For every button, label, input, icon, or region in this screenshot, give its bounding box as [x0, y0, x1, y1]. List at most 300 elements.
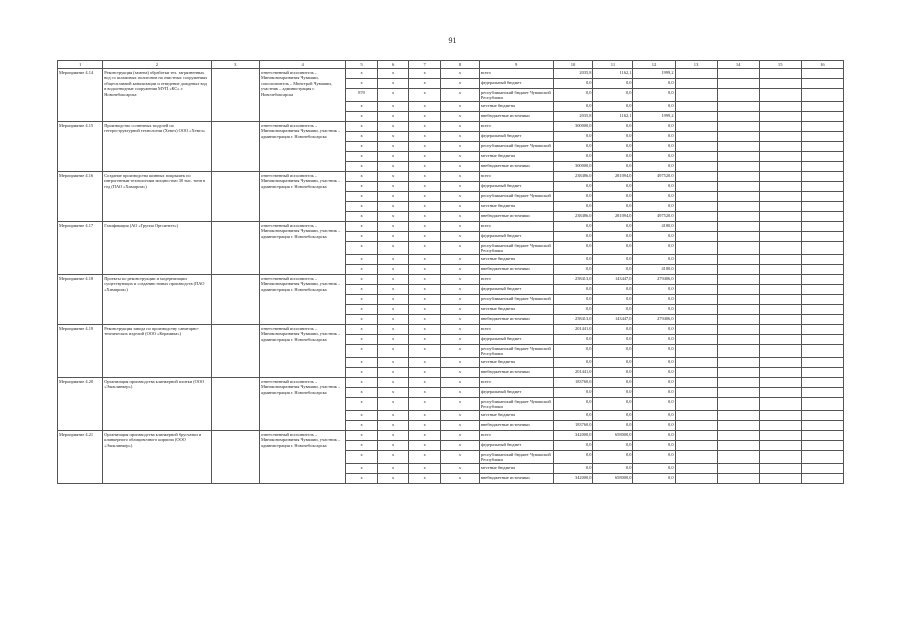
value-cell: 0,0 — [593, 255, 633, 265]
value-cell: 0,0 — [593, 345, 633, 358]
code-cell: x — [409, 132, 441, 142]
code-cell: x — [440, 122, 479, 132]
code-cell: x — [346, 212, 378, 222]
code-cell: x — [409, 192, 441, 202]
code-cell: x — [377, 285, 409, 295]
empty-cell — [759, 421, 801, 431]
empty-cell — [675, 325, 717, 335]
value-cell: 0,0 — [633, 192, 675, 202]
code-cell: x — [440, 255, 479, 265]
empty-cell — [801, 451, 843, 464]
value-cell: 497520,0 — [633, 212, 675, 222]
code-cell: x — [409, 421, 441, 431]
code-cell: x — [377, 132, 409, 142]
executor-cell: ответственный исполнитель – Минэкономразвития Чувашии, участник – администрация г. Новочебоксарска — [260, 325, 346, 378]
value-cell: 0,0 — [593, 295, 633, 305]
value-cell: 0,0 — [633, 182, 675, 192]
empty-cell — [717, 285, 759, 295]
value-cell: 0,0 — [633, 368, 675, 378]
code-cell: x — [346, 162, 378, 172]
value-cell: 0,0 — [593, 202, 633, 212]
empty-cell — [801, 368, 843, 378]
funding-source-cell: республиканский бюджет Чувашской Республики — [479, 89, 553, 102]
funding-source-cell: всего — [479, 69, 553, 79]
measure-name-cell: Производство солнечных модулей по гетероструктурной технологии (Хевел) ООО «Хевел» — [103, 122, 211, 172]
code-cell: x — [440, 182, 479, 192]
value-cell: 0,0 — [593, 335, 633, 345]
table-row — [58, 431, 844, 441]
empty-cell — [675, 102, 717, 112]
code-cell: x — [377, 345, 409, 358]
value-cell: 0,0 — [633, 464, 675, 474]
funding-source-cell: местные бюджеты — [479, 305, 553, 315]
empty-cell — [717, 451, 759, 464]
value-cell: 0,0 — [553, 232, 593, 242]
code-cell: x — [377, 112, 409, 122]
value-cell: 300000,0 — [553, 162, 593, 172]
value-cell: 0,0 — [553, 222, 593, 232]
header-cell-9: 9 — [479, 61, 553, 69]
value-cell: 0,0 — [593, 441, 633, 451]
code-cell: x — [440, 388, 479, 398]
code-cell: x — [377, 255, 409, 265]
code-cell: x — [440, 222, 479, 232]
header-cell-14: 14 — [717, 61, 759, 69]
empty-cell — [211, 431, 259, 484]
empty-cell — [675, 421, 717, 431]
code-cell: x — [409, 295, 441, 305]
empty-cell — [759, 305, 801, 315]
value-cell: 0,0 — [633, 255, 675, 265]
funding-source-cell: федеральный бюджет — [479, 285, 553, 295]
value-cell: 0,0 — [633, 122, 675, 132]
code-cell: x — [409, 162, 441, 172]
empty-cell — [801, 152, 843, 162]
funding-source-cell: федеральный бюджет — [479, 388, 553, 398]
executor-cell: ответственный исполнитель – Минэкономразвития Чувашии, участник – администрация г. Новочебоксарска — [260, 431, 346, 484]
header-cell-2: 2 — [103, 61, 211, 69]
funding-source-cell: внебюджетные источники — [479, 265, 553, 275]
empty-cell — [717, 441, 759, 451]
value-cell: 0,0 — [553, 242, 593, 255]
code-cell: x — [346, 474, 378, 484]
empty-cell — [675, 162, 717, 172]
code-cell: x — [409, 242, 441, 255]
funding-source-cell: внебюджетные источники — [479, 368, 553, 378]
empty-cell — [759, 232, 801, 242]
header-cell-15: 15 — [759, 61, 801, 69]
empty-cell — [675, 398, 717, 411]
value-cell: 342000,0 — [553, 431, 593, 441]
empty-cell — [675, 345, 717, 358]
empty-cell — [675, 378, 717, 388]
code-cell: x — [440, 464, 479, 474]
executor-cell: ответственный исполнитель – Минэкономразвития Чувашии, участник – администрация г. Новочебоксарска — [260, 122, 346, 172]
code-cell: x — [377, 242, 409, 255]
value-cell: 0,0 — [593, 305, 633, 315]
code-cell: x — [409, 345, 441, 358]
value-cell: 183760,0 — [553, 421, 593, 431]
empty-cell — [759, 398, 801, 411]
empty-cell — [717, 255, 759, 265]
empty-cell — [675, 242, 717, 255]
empty-cell — [717, 431, 759, 441]
empty-cell — [759, 69, 801, 79]
value-cell: 0,0 — [553, 335, 593, 345]
value-cell: 0,0 — [633, 398, 675, 411]
empty-cell — [675, 335, 717, 345]
code-cell: x — [377, 388, 409, 398]
table-row — [58, 222, 844, 232]
table-row — [58, 325, 844, 335]
empty-cell — [675, 295, 717, 305]
code-cell: x — [409, 378, 441, 388]
code-cell: x — [409, 275, 441, 285]
funding-source-cell: федеральный бюджет — [479, 132, 553, 142]
empty-cell — [675, 152, 717, 162]
empty-cell — [675, 441, 717, 451]
empty-cell — [801, 132, 843, 142]
value-cell: 0,0 — [553, 345, 593, 358]
code-cell: x — [440, 142, 479, 152]
code-cell: x — [440, 315, 479, 325]
empty-cell — [801, 431, 843, 441]
empty-cell — [801, 305, 843, 315]
code-cell: x — [440, 102, 479, 112]
value-cell: 497520,0 — [633, 172, 675, 182]
empty-cell — [717, 132, 759, 142]
value-cell: 0,0 — [593, 132, 633, 142]
funding-source-cell: внебюджетные источники — [479, 212, 553, 222]
funding-source-cell: федеральный бюджет — [479, 182, 553, 192]
funding-source-cell: республиканский бюджет Чувашской Республики — [479, 451, 553, 464]
empty-cell — [759, 345, 801, 358]
table-row — [58, 378, 844, 388]
code-cell: x — [440, 474, 479, 484]
empty-cell — [759, 89, 801, 102]
code-cell: x — [377, 441, 409, 451]
code-cell: x — [377, 222, 409, 232]
value-cell: 0,0 — [593, 464, 633, 474]
empty-cell — [675, 451, 717, 464]
empty-cell — [675, 79, 717, 89]
empty-cell — [675, 192, 717, 202]
empty-cell — [801, 464, 843, 474]
value-cell: 279406,0 — [633, 275, 675, 285]
value-cell: 4180,0 — [633, 265, 675, 275]
empty-cell — [675, 315, 717, 325]
code-cell: x — [377, 202, 409, 212]
funding-source-cell: республиканский бюджет Чувашской — [479, 142, 553, 152]
code-cell: x — [377, 378, 409, 388]
empty-cell — [801, 172, 843, 182]
funding-source-cell: местные бюджеты — [479, 464, 553, 474]
funding-source-cell: местные бюджеты — [479, 152, 553, 162]
code-cell: x — [409, 122, 441, 132]
value-cell: 4180,0 — [633, 222, 675, 232]
funding-source-cell: федеральный бюджет — [479, 335, 553, 345]
value-cell: 0,0 — [593, 411, 633, 421]
code-cell: x — [346, 79, 378, 89]
code-cell: x — [409, 398, 441, 411]
table-row — [58, 122, 844, 132]
code-cell: x — [440, 335, 479, 345]
value-cell: 0,0 — [633, 295, 675, 305]
value-cell: 0,0 — [633, 89, 675, 102]
value-cell: 0,0 — [633, 162, 675, 172]
code-cell: x — [377, 411, 409, 421]
code-cell: x — [346, 315, 378, 325]
code-cell: x — [440, 79, 479, 89]
empty-cell — [717, 242, 759, 255]
funding-source-cell: всего — [479, 122, 553, 132]
value-cell: 279406,0 — [633, 315, 675, 325]
measure-name-cell: Организация производства клинкерной брусчатки и клинкерного облицовочного кирпича (ООО «Экоклинкер») — [103, 431, 211, 484]
empty-cell — [717, 474, 759, 484]
code-cell: x — [377, 358, 409, 368]
code-cell: x — [440, 451, 479, 464]
code-cell: x — [346, 102, 378, 112]
code-cell: x — [409, 285, 441, 295]
value-cell: 0,0 — [593, 368, 633, 378]
value-cell: 0,0 — [553, 132, 593, 142]
empty-cell — [717, 315, 759, 325]
code-cell: x — [409, 112, 441, 122]
header-cell-10: 10 — [553, 61, 593, 69]
code-cell: x — [346, 152, 378, 162]
empty-cell — [759, 451, 801, 464]
empty-cell — [717, 265, 759, 275]
value-cell: 0,0 — [633, 102, 675, 112]
value-cell: 0,0 — [593, 79, 633, 89]
measures-table — [57, 60, 844, 484]
value-cell: 258413,0 — [553, 275, 593, 285]
empty-cell — [211, 122, 259, 172]
empty-cell — [801, 102, 843, 112]
code-cell: x — [346, 132, 378, 142]
code-cell: x — [346, 411, 378, 421]
empty-cell — [759, 192, 801, 202]
empty-cell — [801, 295, 843, 305]
empty-cell — [717, 202, 759, 212]
empty-cell — [675, 89, 717, 102]
value-cell: 0,0 — [633, 388, 675, 398]
header-cell-6: 6 — [377, 61, 409, 69]
value-cell: 0,0 — [593, 152, 633, 162]
code-cell: x — [409, 431, 441, 441]
code-cell: x — [409, 232, 441, 242]
empty-cell — [759, 325, 801, 335]
empty-cell — [717, 232, 759, 242]
value-cell: 0,0 — [553, 89, 593, 102]
empty-cell — [801, 212, 843, 222]
value-cell: 0,0 — [553, 202, 593, 212]
code-cell: x — [409, 451, 441, 464]
empty-cell — [801, 162, 843, 172]
empty-cell — [717, 378, 759, 388]
empty-cell — [717, 388, 759, 398]
empty-cell — [717, 102, 759, 112]
code-cell: x — [440, 411, 479, 421]
code-cell: x — [346, 345, 378, 358]
value-cell: 658000,0 — [593, 474, 633, 484]
executor-cell: ответственный исполнитель – Минэкономразвития Чувашии, участник – администрация г. Новочебоксарска — [260, 172, 346, 222]
code-cell: x — [346, 275, 378, 285]
empty-cell — [675, 368, 717, 378]
code-cell: x — [409, 368, 441, 378]
code-cell: x — [377, 464, 409, 474]
empty-cell — [759, 142, 801, 152]
code-cell: x — [377, 315, 409, 325]
code-cell: x — [346, 398, 378, 411]
code-cell: x — [377, 431, 409, 441]
empty-cell — [801, 411, 843, 421]
empty-cell — [717, 295, 759, 305]
empty-cell — [759, 202, 801, 212]
empty-cell — [801, 388, 843, 398]
empty-cell — [675, 431, 717, 441]
value-cell: 0,0 — [553, 464, 593, 474]
empty-cell — [717, 122, 759, 132]
measure-number-cell: Мероприятие 4.15 — [58, 122, 103, 172]
funding-source-cell: внебюджетные источники — [479, 315, 553, 325]
empty-cell — [801, 441, 843, 451]
value-cell: 0,0 — [593, 451, 633, 464]
code-cell: x — [377, 325, 409, 335]
code-cell: x — [377, 295, 409, 305]
header-cell-13: 13 — [675, 61, 717, 69]
empty-cell — [759, 172, 801, 182]
code-cell: x — [346, 265, 378, 275]
measure-name-cell: Создание производства шинных покрышек по интрогенным технологиям мощностью 30 тыс. тонн в год (ПАО «Химпром») — [103, 172, 211, 222]
value-cell: 0,0 — [593, 378, 633, 388]
value-cell: 0,0 — [553, 152, 593, 162]
code-cell: x — [346, 378, 378, 388]
empty-cell — [759, 441, 801, 451]
code-cell: x — [346, 388, 378, 398]
value-cell: 0,0 — [593, 358, 633, 368]
code-cell: x — [346, 358, 378, 368]
code-cell: x — [377, 192, 409, 202]
code-cell: x — [440, 152, 479, 162]
empty-cell — [717, 222, 759, 232]
value-cell: 0,0 — [633, 411, 675, 421]
value-cell: 1162,1 — [593, 69, 633, 79]
code-cell: x — [440, 162, 479, 172]
value-cell: 238486,0 — [553, 172, 593, 182]
code-cell: x — [409, 79, 441, 89]
value-cell: 1162,1 — [593, 112, 633, 122]
funding-source-cell: местные бюджеты — [479, 202, 553, 212]
empty-cell — [759, 122, 801, 132]
value-cell: 0,0 — [553, 398, 593, 411]
code-cell: x — [440, 275, 479, 285]
code-cell: x — [409, 152, 441, 162]
measure-name-cell: Реконструкция (замена) обработки тех. загрязненных вод со шламовых полигонов на очистных сооружениях общесплавной канализации и отведение дождевых вод в водоотводные сооружения МУП «КС» г. Новочебоксарска — [103, 69, 211, 122]
funding-source-cell: местные бюджеты — [479, 102, 553, 112]
empty-cell — [759, 335, 801, 345]
value-cell: 0,0 — [593, 162, 633, 172]
value-cell: 0,0 — [593, 142, 633, 152]
empty-cell — [759, 315, 801, 325]
header-row — [58, 61, 844, 69]
value-cell: 2035,8 — [553, 69, 593, 79]
value-cell: 0,0 — [553, 79, 593, 89]
empty-cell — [211, 325, 259, 378]
empty-cell — [801, 112, 843, 122]
code-cell: x — [377, 102, 409, 112]
value-cell: 0,0 — [633, 325, 675, 335]
code-cell: x — [440, 421, 479, 431]
value-cell: 0,0 — [593, 285, 633, 295]
empty-cell — [675, 222, 717, 232]
value-cell: 0,0 — [553, 295, 593, 305]
empty-cell — [759, 112, 801, 122]
value-cell: 0,0 — [593, 102, 633, 112]
empty-cell — [801, 265, 843, 275]
value-cell: 0,0 — [553, 182, 593, 192]
empty-cell — [717, 112, 759, 122]
code-cell: x — [409, 464, 441, 474]
empty-cell — [801, 398, 843, 411]
code-cell: x — [346, 305, 378, 315]
empty-cell — [801, 69, 843, 79]
code-cell: x — [440, 431, 479, 441]
code-cell: x — [346, 122, 378, 132]
value-cell: 143447,0 — [593, 275, 633, 285]
empty-cell — [801, 242, 843, 255]
empty-cell — [717, 212, 759, 222]
funding-source-cell: республиканский бюджет Чувашской Республики — [479, 398, 553, 411]
code-cell: x — [409, 255, 441, 265]
value-cell: 300000,0 — [553, 122, 593, 132]
empty-cell — [759, 242, 801, 255]
empty-cell — [801, 358, 843, 368]
code-cell: x — [346, 142, 378, 152]
empty-cell — [717, 172, 759, 182]
empty-cell — [675, 474, 717, 484]
value-cell: 0,0 — [553, 102, 593, 112]
code-cell: x — [440, 172, 479, 182]
empty-cell — [675, 255, 717, 265]
value-cell: 201441,0 — [553, 368, 593, 378]
value-cell: 0,0 — [553, 388, 593, 398]
empty-cell — [675, 358, 717, 368]
header-cell-7: 7 — [409, 61, 441, 69]
funding-source-cell: федеральный бюджет — [479, 232, 553, 242]
empty-cell — [801, 335, 843, 345]
code-cell: x — [440, 242, 479, 255]
value-cell: 0,0 — [593, 122, 633, 132]
funding-source-cell: республиканский бюджет Чувашской Республики — [479, 242, 553, 255]
code-cell: x — [346, 325, 378, 335]
value-cell: 0,0 — [553, 285, 593, 295]
empty-cell — [759, 275, 801, 285]
code-cell: x — [440, 202, 479, 212]
funding-source-cell: республиканский бюджет Чувашской Республики — [479, 345, 553, 358]
code-cell: x — [377, 305, 409, 315]
code-cell: x — [440, 358, 479, 368]
empty-cell — [675, 275, 717, 285]
empty-cell — [211, 172, 259, 222]
empty-cell — [801, 378, 843, 388]
header-cell-4: 4 — [260, 61, 346, 69]
code-cell: x — [409, 172, 441, 182]
code-cell: x — [440, 398, 479, 411]
code-cell: x — [440, 132, 479, 142]
code-cell: x — [346, 202, 378, 212]
value-cell: 1999,2 — [633, 69, 675, 79]
